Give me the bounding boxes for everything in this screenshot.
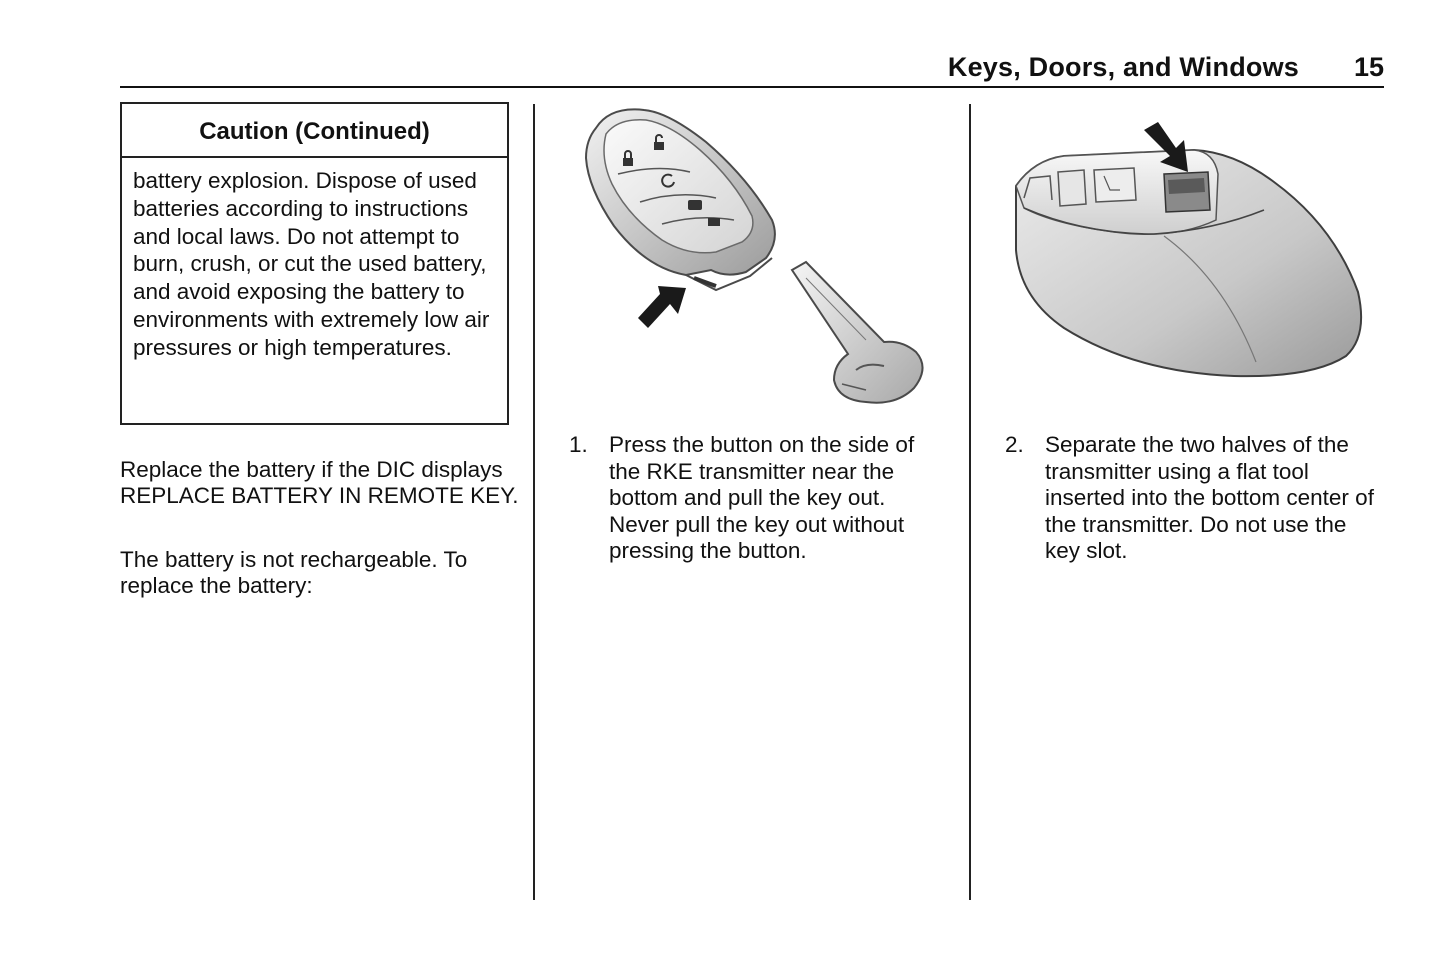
step-2-number: 2. <box>1005 432 1024 457</box>
page-number: 15 <box>1353 52 1384 82</box>
column-divider-2 <box>969 104 971 900</box>
paragraph-not-rechargeable: The battery is not rechargeable. To replace the battery: <box>120 547 468 598</box>
caution-body: battery explosion. Dispose of used batteries according to instructions and local laws. Do not attempt to burn, crush, or cut the used battery, and avoid exposing the battery to environments with extremely low air pressures or high temperatures. <box>133 168 490 360</box>
section-title: Keys, Doors, and Windows <box>947 52 1299 82</box>
transmitter-halves-illustration <box>994 100 1374 420</box>
caution-title: Caution (Continued) <box>122 104 507 158</box>
remote-key-fob-illustration <box>566 100 946 420</box>
step-2-text: Separate the two halves of the transmitter using a flat tool inserted into the bottom center of the transmitter. Do not use the key slot. <box>1045 432 1374 563</box>
step-1-number: 1. <box>569 432 588 457</box>
header-divider <box>120 86 1384 88</box>
column-divider-1 <box>533 104 535 900</box>
caution-box <box>120 102 509 425</box>
paragraph-replace-battery: Replace the battery if the DIC displays REPLACE BATTERY IN REMOTE KEY. <box>120 457 519 508</box>
step-1-text: Press the button on the side of the RKE transmitter near the bottom and pull the key out. Never pull the key out without pressing the button. <box>609 432 915 563</box>
